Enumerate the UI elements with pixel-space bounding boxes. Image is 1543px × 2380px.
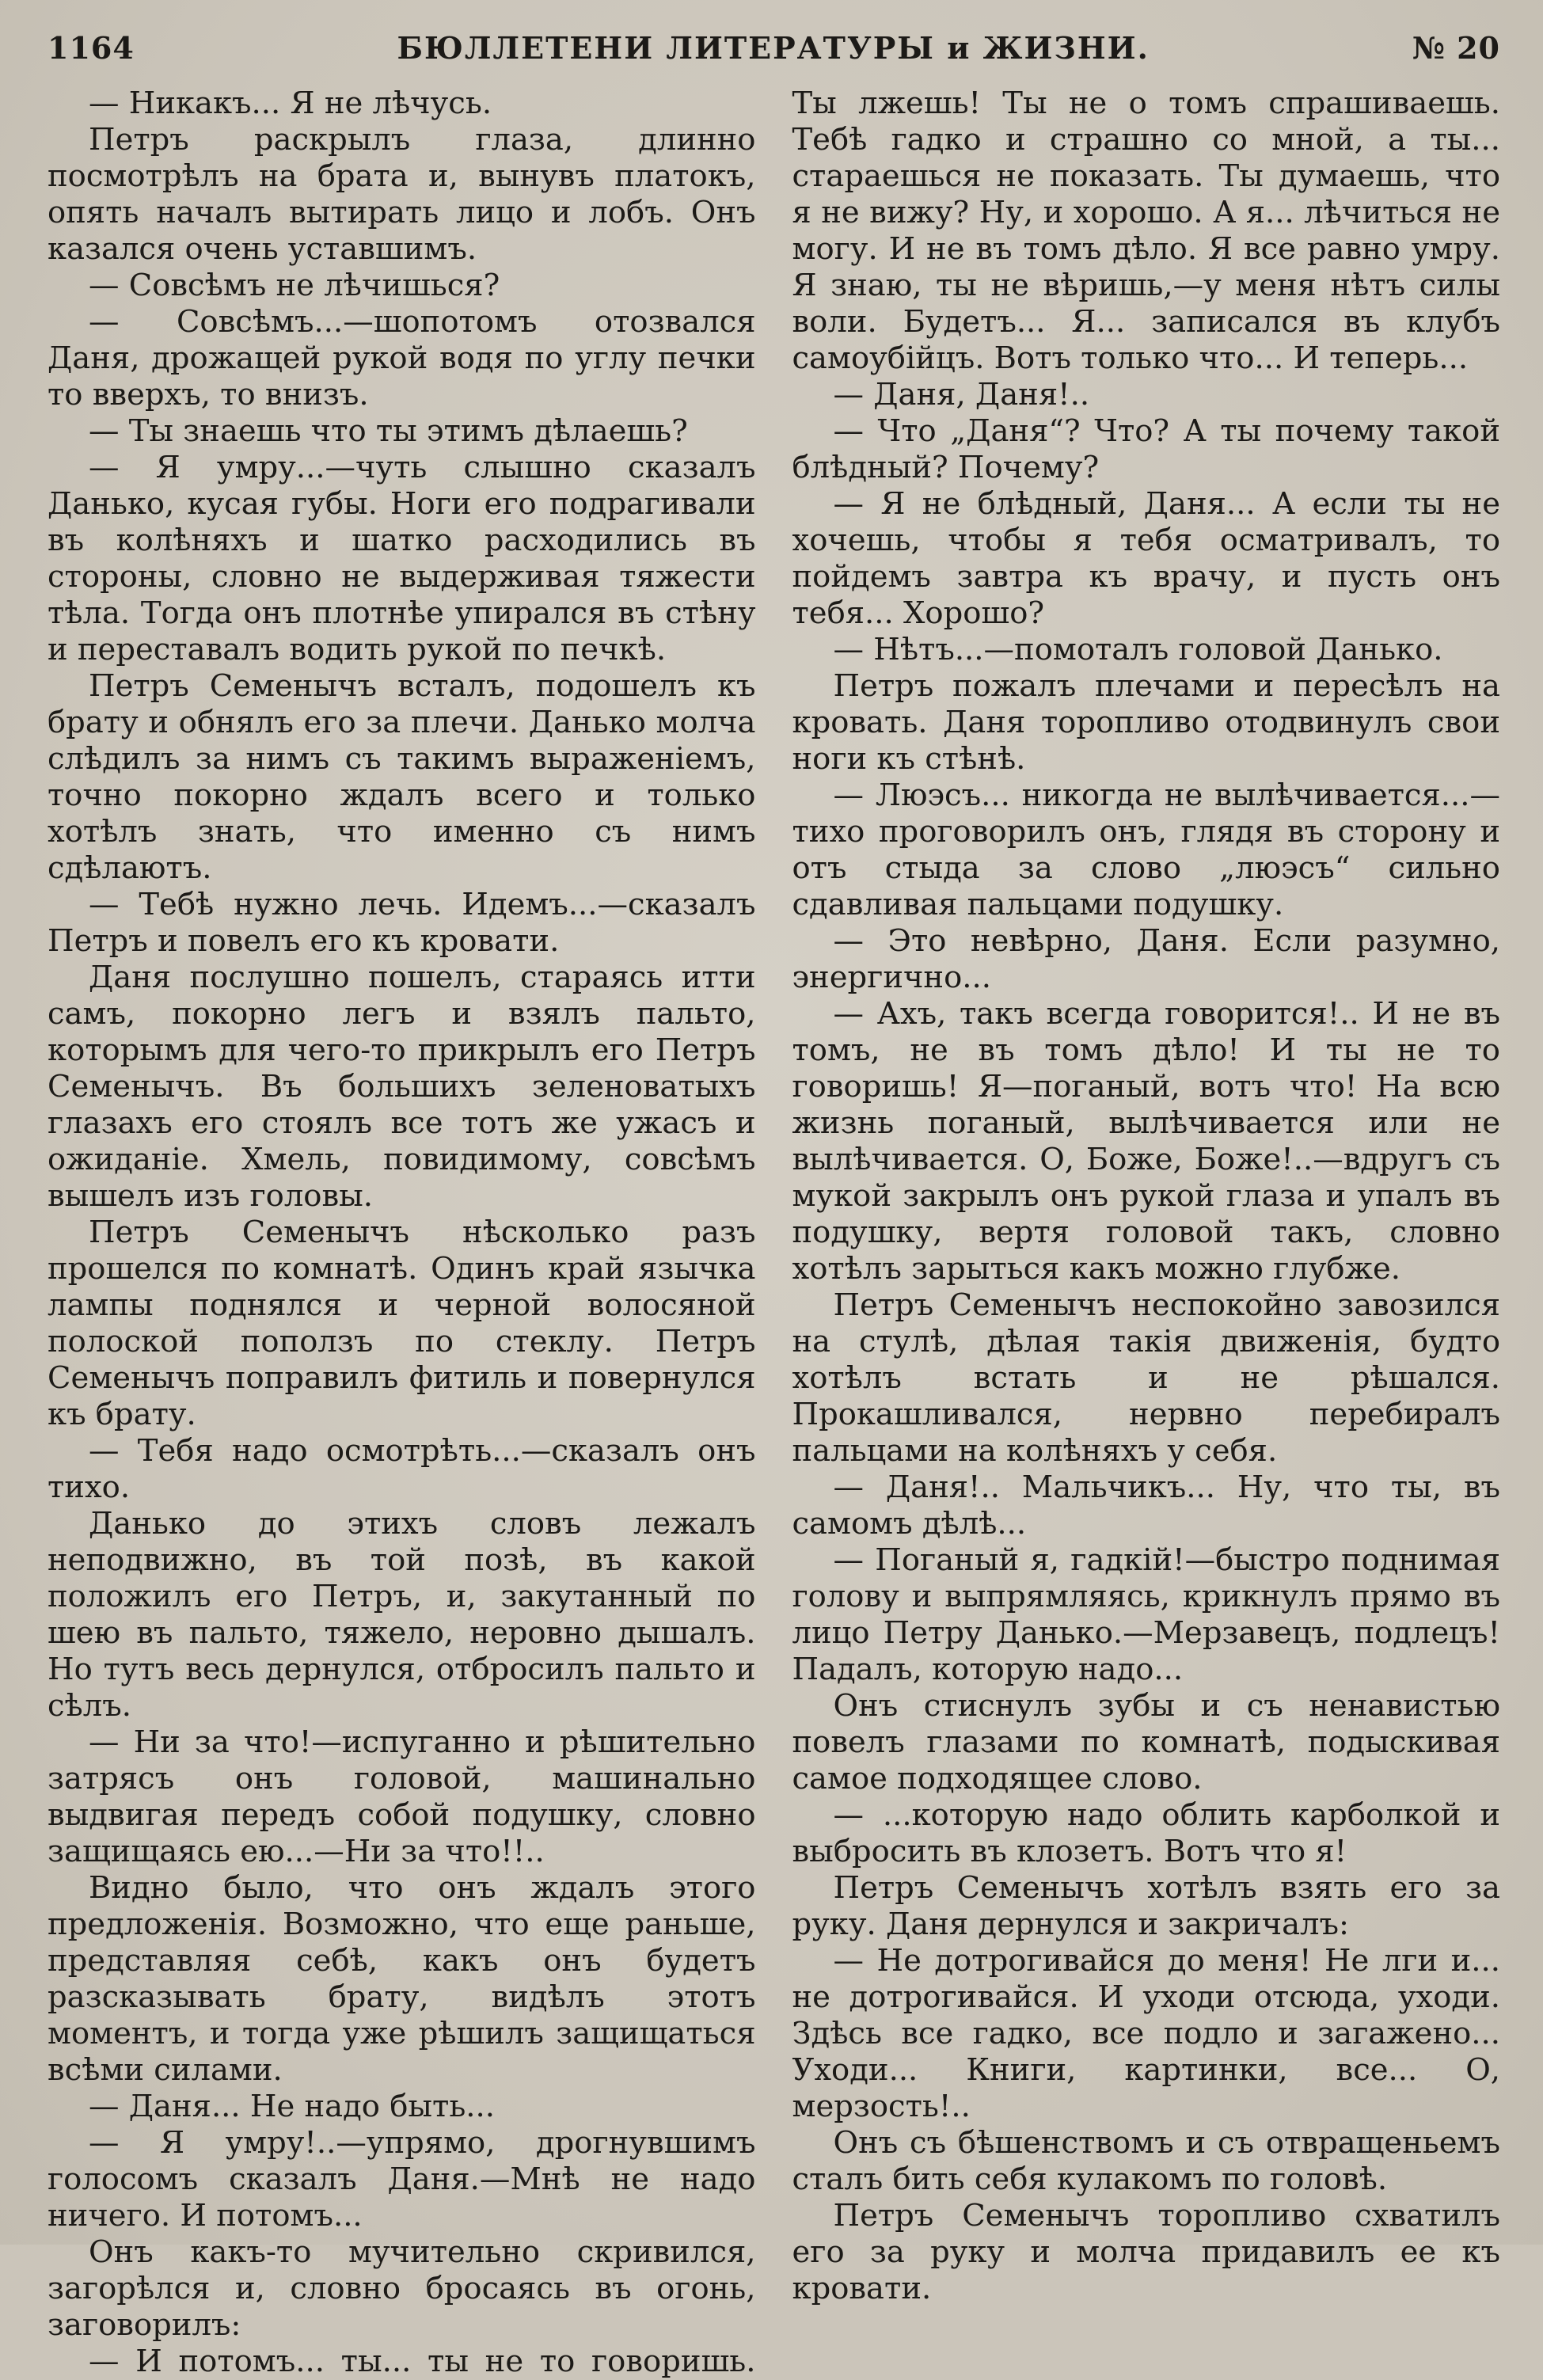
left-column bbox=[48, 86, 756, 2380]
paragraph: Петръ Семенычъ нѣсколько разъ прошелся по комнатѣ. Одинъ край язычка лампы поднялся и черной волосяной полоской поползъ по стеклу. Петръ Семенычъ поправилъ фитиль и повернулся къ брату. bbox=[48, 1215, 756, 1432]
page-number: 1164 bbox=[48, 30, 135, 66]
paragraph: — Даня... Не надо быть... bbox=[89, 2089, 496, 2124]
paragraph: — Это невѣрно, Даня. Если разумно, энергично... bbox=[792, 923, 1500, 995]
paragraph: Онъ съ бѣшенствомъ и съ отвращеньемъ сталъ бить себя кулакомъ по головѣ. bbox=[792, 2125, 1500, 2197]
paragraph: Петръ раскрылъ глаза, длинно посмотрѣлъ на брата и, вынувъ платокъ, опять началъ вытирать лицо и лобъ. Онъ казался очень уставшимъ. bbox=[48, 122, 756, 267]
paragraph: — Нѣтъ...—помоталъ головой Данько. bbox=[833, 632, 1443, 667]
page-header bbox=[48, 30, 1500, 86]
paragraph: — Совсѣмъ не лѣчишься? bbox=[89, 268, 500, 303]
paragraph: Петръ Семенычъ торопливо схватилъ его за руку и молча придавилъ ее къ кровати. bbox=[792, 2198, 1500, 2306]
paragraph: Петръ Семенычъ неспокойно завозился на стулѣ, дѣлая такія движенія, будто хотѣлъ встать и не рѣшался. Прокашливался, нервно перебиралъ пальцами на колѣняхъ у себя. bbox=[792, 1287, 1500, 1469]
paragraph: Петръ пожалъ плечами и пересѣлъ на кровать. Даня торопливо отодвинулъ свои ноги къ стѣнѣ. bbox=[792, 668, 1500, 777]
paragraph: — Никакъ... Я не лѣчусь. bbox=[89, 86, 492, 121]
paragraph: — Поганый я, гадкій!—быстро поднимая голову и выпрямляясь, крикнулъ прямо въ лицо Петру Данько.—Мерзавецъ, подлецъ! Падалъ, которую надо... bbox=[792, 1542, 1500, 1687]
paragraph: — Даня, Даня!.. bbox=[833, 377, 1090, 413]
journal-title: БЮЛЛЕТЕНИ ЛИТЕРАТУРЫ и ЖИЗНИ. bbox=[397, 30, 1150, 66]
paragraph: — Ты знаешь что ты этимъ дѣлаешь? bbox=[89, 413, 688, 449]
paragraph: Данько до этихъ словъ лежалъ неподвижно, въ той позѣ, въ какой положилъ его Петръ, и, закутанный по шею въ пальто, тяжело, неровно дышалъ. Но тутъ весь дернулся, отбросилъ пальто и сѣлъ. bbox=[48, 1506, 756, 1724]
paragraph: Онъ стиснулъ зубы и съ ненавистью повелъ глазами по комнатѣ, подыскивая самое подходящее слово. bbox=[792, 1688, 1500, 1796]
paragraph-continued: Ты лжешь! Ты не о томъ спрашиваешь. Тебѣ гадко и страшно со мной, а ты... стараешься не показать. Ты думаешь, что я не вижу? Ну, и хорошо. А я... лѣчиться не могу. И не въ томъ дѣло. Я все равно умру. Я знаю, ты не вѣришь,—у меня нѣтъ силы воли. Будетъ... Я... записался въ клубъ самоубійцъ. Вотъ только что... И теперь... bbox=[792, 86, 1500, 376]
paragraph: — ...которую надо облить карболкой и выбросить въ клозетъ. Вотъ что я! bbox=[792, 1797, 1500, 1869]
paragraph: — Люэсъ... никогда не вылѣчивается...—тихо проговорилъ онъ, глядя въ сторону и отъ стыда за слово „люэсъ“ сильно сдавливая пальцами подушку. bbox=[792, 777, 1500, 922]
text-columns bbox=[48, 86, 1500, 2380]
paragraph: — Не дотрогивайся до меня! Не лги и... не дотрогивайся. И уходи отсюда, уходи. Здѣсь все гадко, все подло и загажено... Уходи... Книги, картинки, все... О, мерзость!.. bbox=[792, 1943, 1500, 2124]
paragraph: — Тебя надо осмотрѣть...—сказалъ онъ тихо. bbox=[48, 1433, 756, 1505]
paragraph: — Я умру...—чуть слышно сказалъ Данько, кусая губы. Ноги его подрагивали въ колѣняхъ и шатко расходились въ стороны, словно не выдерживая тяжести тѣла. Тогда онъ плотнѣе упирался въ стѣну и переставалъ водить рукой по печкѣ. bbox=[48, 450, 756, 667]
paragraph: — Совсѣмъ...—шопотомъ отозвался Даня, дрожащей рукой водя по углу печки то вверхъ, то внизъ. bbox=[48, 304, 756, 413]
paragraph: — Ахъ, такъ всегда говорится!.. И не въ томъ, не въ томъ дѣло! И ты не то говоришь! Я—поганый, вотъ что! На всю жизнь поганый, вылѣчивается или не вылѣчивается. О, Боже, Боже!..—вдругъ съ мукой закрылъ онъ рукой глаза и упалъ въ подушку, вертя головой такъ, словно хотѣлъ зарыться какъ можно глубже. bbox=[792, 996, 1500, 1287]
paragraph: — Тебѣ нужно лечь. Идемъ...—сказалъ Петръ и повелъ его къ кровати. bbox=[48, 887, 756, 959]
paragraph: Петръ Семенычъ всталъ, подошелъ къ брату и обнялъ его за плечи. Данько молча слѣдилъ за нимъ съ такимъ выраженіемъ, точно покорно ждалъ всего и только хотѣлъ знать, что именно съ нимъ сдѣлаютъ. bbox=[48, 668, 756, 886]
paragraph: Петръ Семенычъ хотѣлъ взять его за руку. Даня дернулся и закричалъ: bbox=[792, 1870, 1500, 1942]
paragraph: — Что „Даня“? Что? А ты почему такой блѣдный? Почему? bbox=[792, 413, 1500, 485]
paragraph: Даня послушно пошелъ, стараясь итти самъ, покорно легъ и взялъ пальто, которымъ для чего-то прикрылъ его Петръ Семенычъ. Въ большихъ зеленоватыхъ глазахъ его стоялъ все тотъ же ужасъ и ожиданіе. Хмель, повидимому, совсѣмъ вышелъ изъ головы. bbox=[48, 960, 756, 1214]
paragraph: — И потомъ... ты... ты не то говоришь. bbox=[89, 2344, 756, 2379]
paragraph: Видно было, что онъ ждалъ этого предложенія. Возможно, что еще раньше, представляя себѣ, какъ онъ будетъ разсказывать брату, видѣлъ этотъ моментъ, и тогда уже рѣшилъ защищаться всѣми силами. bbox=[48, 1870, 756, 2088]
right-column bbox=[792, 86, 1501, 2380]
paragraph: — Я умру!..—упрямо, дрогнувшимъ голосомъ сказалъ Даня.—Мнѣ не надо ничего. И потомъ... bbox=[48, 2125, 756, 2234]
paragraph: — Даня!.. Мальчикъ... Ну, что ты, въ самомъ дѣлѣ... bbox=[792, 1469, 1500, 1542]
issue-number: № 20 bbox=[1412, 30, 1500, 66]
paragraph: Онъ какъ-то мучительно скривился, загорѣлся и, словно бросаясь въ огонь, заговорилъ: bbox=[48, 2234, 756, 2343]
paragraph: — Ни за что!—испуганно и рѣшительно затрясъ онъ головой, машинально выдвигая передъ собой подушку, словно защищаясь ею...—Ни за что!!.. bbox=[48, 1724, 756, 1869]
paragraph: — Я не блѣдный, Даня... А если ты не хочешь, чтобы я тебя осматривалъ, то пойдемъ завтра къ врачу, и пусть онъ тебя... Хорошо? bbox=[792, 486, 1500, 631]
